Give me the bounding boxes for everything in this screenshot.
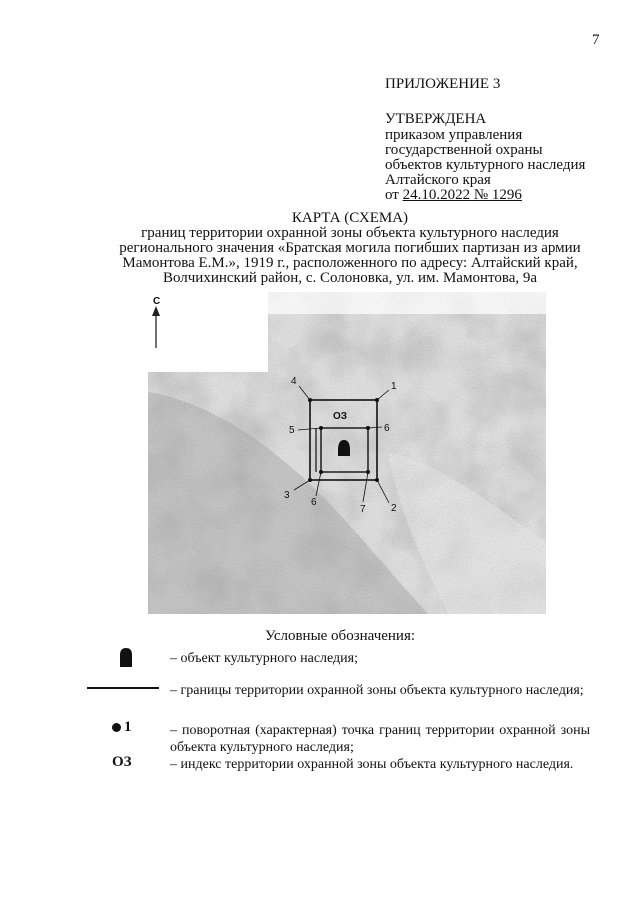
map-top-fade — [148, 292, 546, 314]
order-line: Алтайского края — [385, 172, 491, 188]
legend-item-text: – объект культурного наследия; — [170, 651, 358, 666]
order-line: государственной охраны — [385, 142, 543, 158]
number-prefix: № — [470, 187, 492, 203]
turning-point-7 — [366, 470, 370, 474]
title-line: Мамонтова Е.М.», 1919 г., расположенного по адресу: Алтайский край, — [122, 255, 578, 271]
map-scheme — [148, 292, 546, 614]
title-line: Волчихинский район, с. Солоновка, ул. им. Мамонтова, 9а — [162, 270, 538, 286]
point-label: 4 — [291, 376, 297, 387]
legend-item-text: – индекс территории охранной зоны объекта культурного наследия. — [170, 757, 574, 772]
title-line: границ территории охранной зоны объекта культурного наследия — [141, 225, 559, 241]
approved-label: УТВЕРЖДЕНА — [385, 111, 487, 127]
map-title: КАРТА (СХЕМА) — [291, 210, 409, 226]
map-svg — [148, 292, 546, 614]
point-label: 5 — [289, 425, 295, 436]
appendix-label: ПРИЛОЖЕНИЕ 3 — [385, 76, 501, 92]
legend-item-text: – поворотная (характерная) точка границ территории охранной зоны объекта культурного наследия; — [170, 723, 590, 755]
legend-item-text: – границы территории охранной зоны объекта культурного наследия; — [170, 683, 584, 698]
order-line: объектов культурного наследия — [385, 157, 586, 173]
monument-icon — [338, 440, 350, 456]
boundary-line-icon — [87, 687, 159, 689]
order-date: 24.10.2022 — [402, 187, 471, 203]
point-dot-icon — [112, 723, 121, 732]
turning-point-symbol — [112, 719, 132, 736]
order-date-line — [385, 188, 585, 203]
zone-index-symbol: ОЗ — [112, 754, 132, 770]
page-number: 7 — [592, 32, 600, 48]
approval-block — [385, 112, 585, 203]
point-label: 6 — [384, 423, 390, 434]
map-title-block — [100, 211, 600, 286]
legend-title: Условные обозначения: — [265, 628, 416, 644]
north-label: С — [153, 296, 161, 307]
point-label: 3 — [284, 490, 290, 501]
zone-index-label: ОЗ — [333, 411, 348, 422]
date-prefix: от — [385, 187, 403, 203]
point-label: 6 — [311, 497, 317, 508]
point-label: 1 — [391, 381, 397, 392]
point-label: 2 — [391, 503, 397, 514]
order-line: приказом управления — [385, 127, 523, 143]
title-line: регионального значения «Братская могила погибших партизан из армии — [119, 240, 581, 256]
monument-icon — [118, 647, 134, 667]
order-number: 1296 — [491, 187, 522, 203]
point-label: 7 — [360, 504, 366, 515]
point-symbol-label: 1 — [124, 719, 132, 735]
